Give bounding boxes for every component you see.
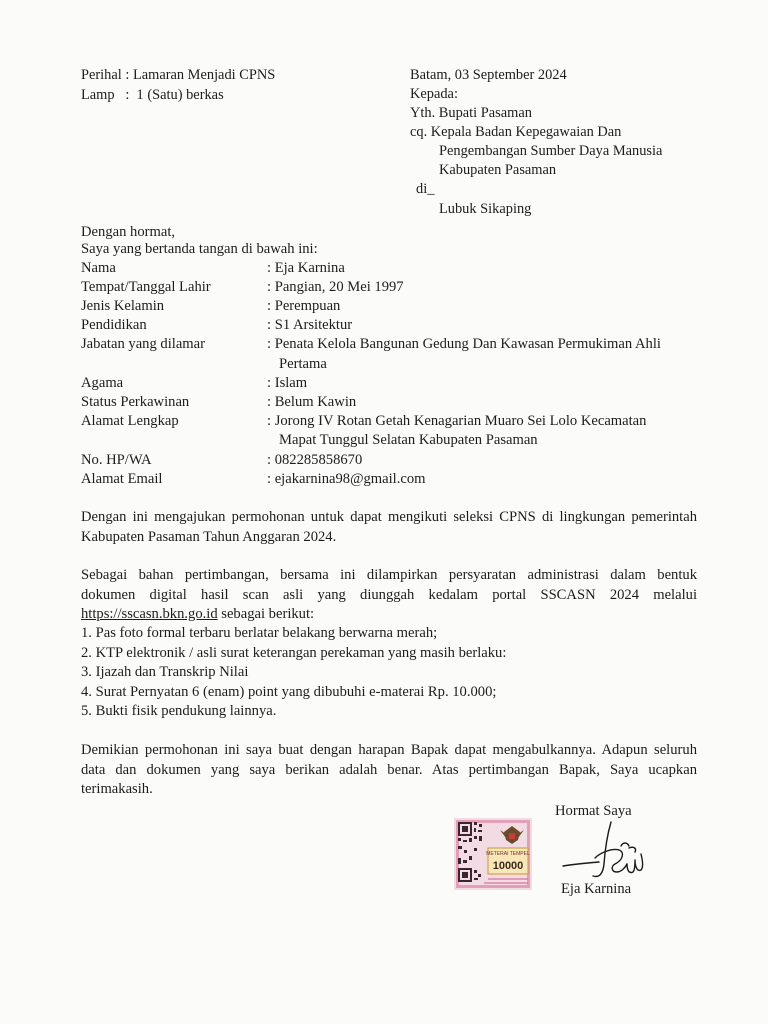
list-item: 4. Surat Pernyatan 6 (enam) point yang dibubuhi e-materai Rp. 10.000; [81, 683, 497, 700]
sscasn-link[interactable]: https://sscasn.bkn.go.id [81, 606, 218, 622]
field-value-jk: : Perempuan [267, 298, 341, 314]
attachment-para-line2: dokumen digital hasil scan asli yang diunggah kedalam portal SSCASN 2024 melalui [81, 586, 697, 603]
application-line2: Kabupaten Pasaman Tahun Anggaran 2024. [81, 528, 337, 545]
list-item: 1. Pas foto formal terbaru berlatar belakang berwarna merah; [81, 625, 438, 641]
closing-paragraph [81, 741, 697, 800]
place-date: Batam, 03 September 2024 [410, 67, 567, 83]
field-value-jabatan: : Penata Kelola Bangunan Gedung Dan Kawasan Permukiman Ahli [267, 336, 661, 352]
field-value-pendidikan: : S1 Arsitektur [267, 317, 353, 333]
attachment-para-line3-rest: sebagai berikut: [217, 606, 315, 622]
meterai-amount: 10000 [492, 860, 524, 872]
recipient-cq-line3: Kabupaten Pasaman [439, 162, 557, 178]
field-label-email: Alamat Email [81, 471, 163, 487]
field-label-status: Status Perkawinan [81, 394, 190, 410]
attachment-line: Lamp : 1 (Satu) berkas [81, 87, 224, 103]
recipient-yth: Yth. Bupati Pasaman [410, 105, 532, 121]
closing-line2: data dan dokumen yang saya berikan adalah benar. Atas pertimbangan Bapak, Saya ucapkan [81, 761, 697, 778]
attachment-para-line3 [81, 605, 697, 625]
closing-line3: terimakasih. [81, 781, 153, 797]
field-label-jabatan: Jabatan yang dilamar [81, 336, 205, 352]
field-label-jk: Jenis Kelamin [81, 298, 165, 314]
field-label-alamat: Alamat Lengkap [81, 413, 179, 429]
subject-line: Perihal : Lamaran Menjadi CPNS [81, 67, 276, 83]
field-value-alamat-cont: Mapat Tunggul Selatan Kabupaten Pasaman [279, 432, 538, 448]
e-meterai-stamp [454, 818, 532, 890]
field-value-status: : Belum Kawin [267, 394, 357, 410]
recipient-city: Lubuk Sikaping [439, 201, 532, 217]
requirements-list [81, 624, 506, 722]
recipient-kepada: Kepada: [410, 86, 458, 102]
intro-text: Saya yang bertanda tangan di bawah ini: [81, 241, 318, 257]
list-item: 5. Bukti fisik pendukung lainnya. [81, 703, 277, 719]
field-label-hp: No. HP/WA [81, 452, 152, 468]
field-value-jabatan-cont: Pertama [279, 356, 327, 372]
field-value-ttl: : Pangian, 20 Mei 1997 [267, 279, 404, 295]
field-label-agama: Agama [81, 375, 124, 391]
recipient-cq-line2: Pengembangan Sumber Daya Manusia [439, 143, 663, 159]
signatory-name: Eja Karnina [561, 881, 632, 897]
field-value-hp: : 082285858670 [267, 452, 363, 468]
list-item: 2. KTP elektronik / asli surat keterangan perekaman yang masih berlaku: [81, 644, 507, 661]
application-paragraph [81, 508, 697, 547]
attachment-paragraph [81, 566, 697, 625]
recipient-cq-line1: cq. Kepala Badan Kepegawaian Dan [410, 124, 622, 140]
field-label-nama: Nama [81, 260, 116, 276]
field-value-nama: : Eja Karnina [267, 260, 345, 276]
recipient-di: di_ [416, 181, 435, 197]
list-item: 3. Ijazah dan Transkrip Nilai [81, 664, 249, 680]
attachment-para-line1: Sebagai bahan pertimbangan, bersama ini dilampirkan persyaratan administrasi dalam bentuk [81, 567, 697, 583]
greeting: Dengan hormat, [81, 224, 176, 240]
closing-line1: Demikian permohonan ini saya buat dengan harapan Bapak dapat mengabulkannya. Adapun seluruh [81, 742, 697, 758]
field-label-pendidikan: Pendidikan [81, 317, 147, 333]
field-value-alamat: : Jorong IV Rotan Getah Kenagarian Muaro Sei Lolo Kecamatan [267, 413, 647, 429]
meterai-label: METERAI TEMPEL [486, 851, 530, 857]
hormat-saya: Hormat Saya [555, 803, 632, 819]
field-label-ttl: Tempat/Tanggal Lahir [81, 279, 211, 295]
application-line1: Dengan ini mengajukan permohonan untuk dapat mengikuti seleksi CPNS di lingkungan pemerintah [81, 509, 697, 525]
field-value-agama: : Islam [267, 375, 308, 391]
field-value-email: : ejakarnina98@gmail.com [267, 471, 426, 487]
